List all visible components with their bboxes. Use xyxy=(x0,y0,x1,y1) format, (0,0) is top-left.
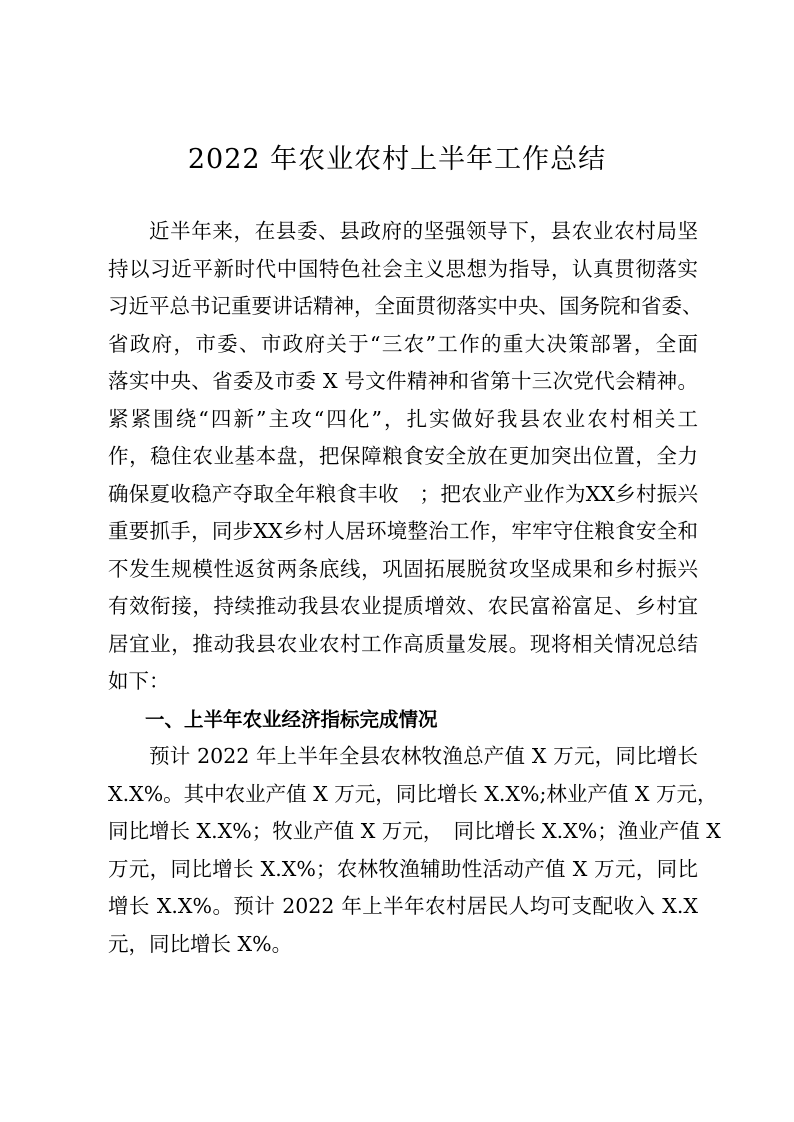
section-paragraph-line: 同比增长 X.X%；牧业产值 X 万元， 同比增长 X.X%；渔业产值 X xyxy=(108,819,721,843)
document-title: 2022 年农业农村上半年工作总结 xyxy=(187,144,607,175)
intro-paragraph-line: 省政府，市委、市政府关于“三农”工作的重大决策部署，全面 xyxy=(108,331,698,356)
section-paragraph-line: 预计 2022 年上半年全县农林牧渔总产值 X 万元，同比增长 xyxy=(149,744,698,768)
section-paragraph-line: 万元，同比增长 X.X%；农林牧渔辅助性活动产值 X 万元，同比 xyxy=(108,856,698,881)
intro-paragraph-line: 作，稳住农业基本盘，把保障粮食安全放在更加突出位置，全力 xyxy=(108,444,698,468)
section-paragraph-line: 元，同比增长 X%。 xyxy=(108,931,293,956)
intro-paragraph-line: 有效衔接，持续推动我县农业提质增效、农民富裕富足、乡村宜 xyxy=(108,594,698,618)
intro-paragraph-line: 居宜业，推动我县农业农村工作高质量发展。现将相关情况总结 xyxy=(108,631,698,656)
intro-paragraph-line: 落实中央、省委及市委 X 号文件精神和省第十三次党代会精神。 xyxy=(108,369,698,393)
document-body xyxy=(108,213,721,963)
intro-paragraph-line: 如下： xyxy=(108,669,170,693)
intro-paragraph-line: 近半年来，在县委、县政府的坚强领导下，县农业农村局坚 xyxy=(149,219,698,243)
intro-paragraph-line: 习近平总书记重要讲话精神，全面贯彻落实中央、国务院和省委、 xyxy=(108,294,703,318)
intro-paragraph-line: 紧紧围绕“四新”主攻“四化”，扎实做好我县农业农村相关工 xyxy=(108,406,698,431)
intro-paragraph-line: 确保夏收稳产夺取全年粮食丰收 ；把农业产业作为XX乡村振兴 xyxy=(108,481,698,506)
intro-paragraph-line: 重要抓手，同步XX乡村人居环境整治工作，牢牢守住粮食安全和 xyxy=(108,519,698,543)
intro-paragraph-line: 持以习近平新时代中国特色社会主义思想为指导，认真贯彻落实 xyxy=(108,256,698,281)
section-paragraph-line: 增长 X.X%。预计 2022 年上半年农村居民人均可支配收入 X.X xyxy=(108,894,698,918)
section-paragraph-line: X.X%。其中农业产值 X 万元，同比增长 X.X%;林业产值 X 万元， xyxy=(108,781,718,806)
section-heading: 一、上半年农业经济指标完成情况 xyxy=(145,707,438,731)
intro-paragraph-line: 不发生规模性返贫两条底线，巩固拓展脱贫攻坚成果和乡村振兴 xyxy=(108,556,698,581)
